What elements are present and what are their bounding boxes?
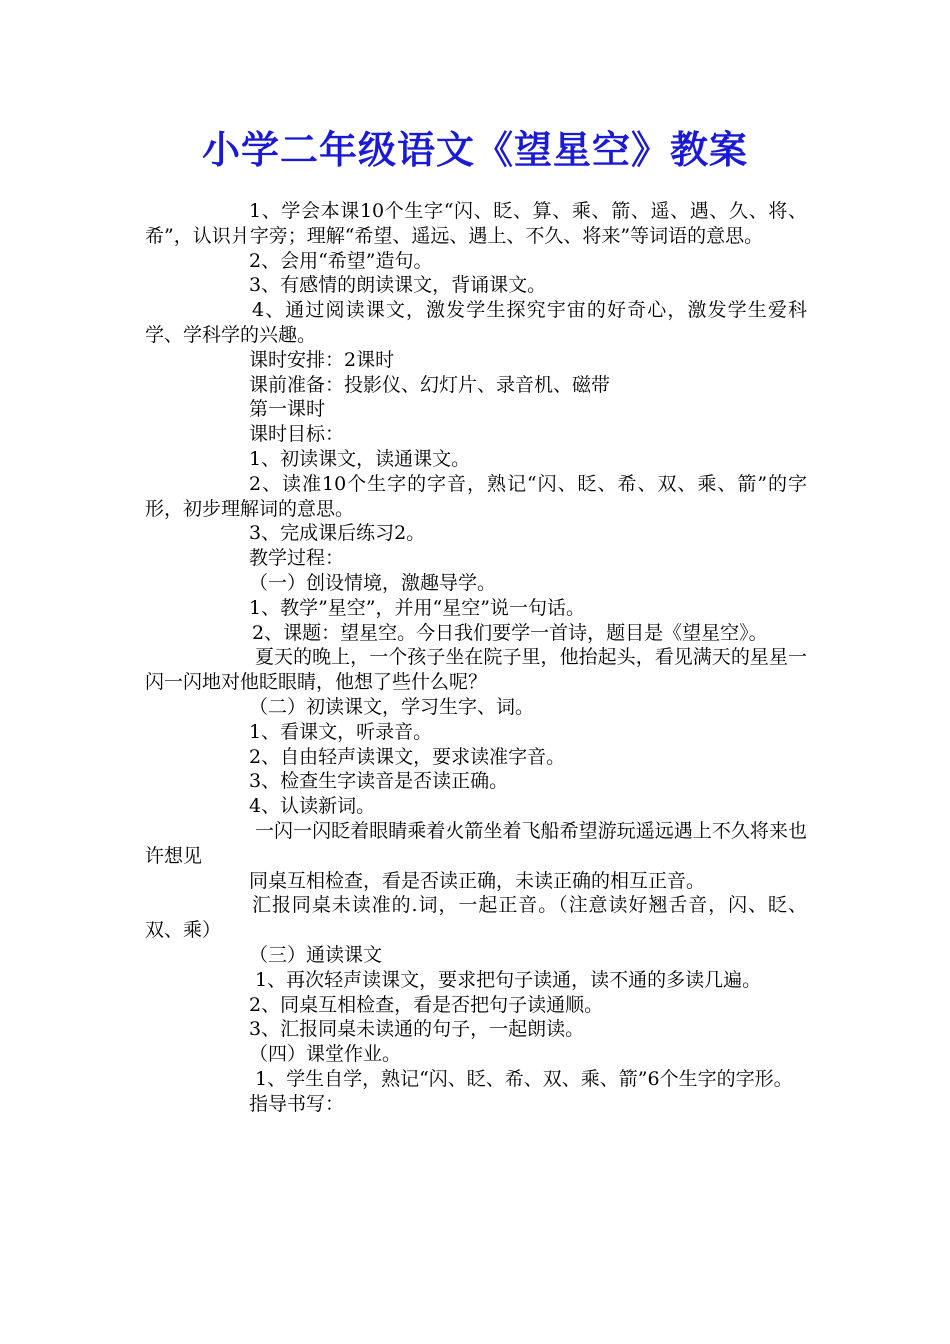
paragraph: （四）课堂作业。: [249, 1043, 402, 1066]
paragraph: 1、教学”星空”，并用“星空”说一句话。: [249, 596, 585, 619]
paragraph: 1、学生自学，熟记“闪、眨、希、双、乘、箭”6个生字的字形。: [255, 1067, 793, 1090]
paragraph: 指导书写：: [249, 1092, 345, 1115]
paragraph: 3、汇报同桌未读通的句子，一起朗读。: [249, 1018, 585, 1041]
paragraph: 夏天的晚上，一个孩子坐在院子里，他抬起头，看见满天的星星一闪一闪地对他眨眼睛，他想了些什么呢？: [145, 646, 807, 694]
paragraph: 第一课时: [249, 398, 326, 421]
paragraph: 一闪一闪眨着眼睛乘着火箭坐着飞船希望游玩遥远遇上不久将来也许想见: [145, 819, 807, 867]
paragraph: 4、通过阅读课文，激发学生探究宇宙的好奇心，激发学生爱科学、学科学的兴趣。: [145, 299, 807, 346]
paragraph: 课前准备：投影仪、幻灯片、录音机、磁带: [249, 373, 611, 396]
paragraph: 1、学会本课10个生字“闪、眨、算、乘、箭、遥、遇、久、将、希”，认识爿字旁；理解“希望、遥远、遇上、不久、将来”等词语的意思。: [145, 200, 807, 247]
paragraph: （一）创设情境，激趣导学。: [249, 571, 497, 594]
paragraph: 3、检查生字读音是否读正确。: [249, 770, 509, 793]
paragraph: 课时目标：: [249, 423, 345, 446]
paragraph: 教学过程：: [249, 547, 345, 570]
document-title: 小学二年级语文《望星空》教案: [201, 127, 748, 172]
document-body: [145, 199, 807, 1116]
paragraph: 2、读准10个生字的字音，熟记“闪、眨、希、双、乘、箭”的字形，初步理解词的意思。: [145, 472, 807, 520]
paragraph: 3、完成课后练习2。: [249, 522, 426, 545]
paragraph: 同桌互相检查，看是否读正确，未读正确的相互正音。: [249, 869, 706, 892]
paragraph: （二）初读课文，学习生字、词。: [249, 695, 535, 718]
paragraph: 1、再次轻声读课文，要求把句子读通，读不通的多读几遍。: [255, 968, 762, 991]
paragraph: 2、同桌互相检查，看是否把句子读通顺。: [249, 993, 604, 1016]
paragraph: 2、课题：望星空。今日我们要学一首诗，题目是《望星空》。: [252, 621, 768, 644]
paragraph: 课时安排：2课时: [249, 348, 395, 371]
paragraph: 3、有感情的朗读课文，背诵课文。: [249, 274, 547, 297]
paragraph: 2、会用“希望”造句。: [249, 249, 433, 272]
paragraph: 2、自由轻声读课文，要求读准字音。: [249, 745, 566, 768]
paragraph: 4、认读新词。: [249, 795, 376, 818]
paragraph: 1、看课文，听录音。: [249, 720, 433, 743]
paragraph: 1、初读课文，读通课文。: [249, 447, 471, 470]
paragraph: （三）通读课文: [249, 943, 383, 966]
paragraph: 汇报同桌未读准的.词，一起正音。（注意读好翘舌音，闪、眨、双、乘）: [145, 894, 807, 942]
